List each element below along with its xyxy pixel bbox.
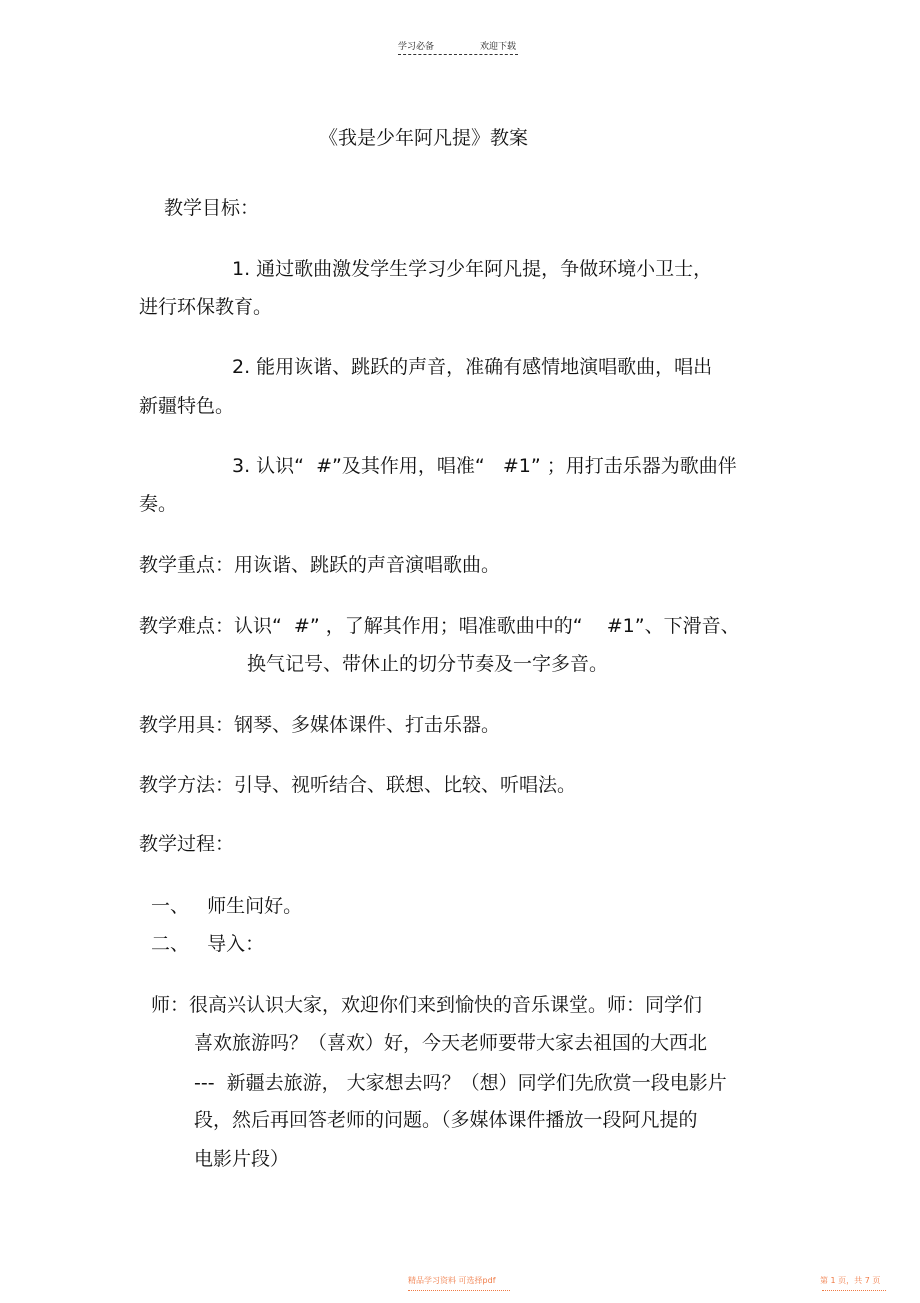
paragraph-line: --- 新疆去旅游， 大家想去吗？（想）同学们先欣赏一段电影片 (194, 1072, 727, 1094)
footer-left: 精品学习资料 可选择pdf (408, 1276, 496, 1285)
section-heading: 教学过程： (139, 833, 235, 855)
paragraph-line: 教学重点：用诙谐、跳跃的声音演唱歌曲。 (139, 554, 501, 576)
list-item: 二、 导入： (151, 933, 265, 955)
paragraph-line: 段，然后再回答老师的问题。（多媒体课件播放一段阿凡提的 (194, 1109, 698, 1131)
paragraph-line: 师：很高兴认识大家，欢迎你们来到愉快的音乐课堂。师：同学们 (151, 994, 703, 1016)
header-divider (398, 54, 518, 55)
document-title: 《我是少年阿凡提》教案 (319, 127, 529, 149)
paragraph-line: 电影片段） (194, 1148, 290, 1170)
footer-right-divider (822, 1290, 886, 1291)
paragraph-line: 教学用具：钢琴、多媒体课件、打击乐器。 (139, 714, 501, 736)
section-heading: 教学目标： (164, 197, 260, 219)
paragraph-line: 奏。 (139, 493, 178, 515)
header-left: 学习必备 (398, 42, 435, 52)
paragraph-line: 3. 认识“ #”及其作用，唱准“ #1” ；用打击乐器为歌曲伴 (232, 455, 737, 477)
paragraph-line: 教学难点：认识“ #” ，了解其作用；唱准歌曲中的“ #1”、下滑音、 (139, 615, 740, 637)
footer-page-number: 第 1 页，共 7 页 (820, 1276, 881, 1285)
header-right: 欢迎下载 (480, 42, 517, 52)
paragraph-line: 教学方法：引导、视听结合、联想、比较、听唱法。 (139, 774, 577, 796)
footer-left-divider (408, 1290, 510, 1291)
paragraph-line: 1. 通过歌曲激发学生学习少年阿凡提，争做环境小卫士， (232, 258, 713, 280)
list-item: 一、 师生问好。 (151, 895, 303, 917)
paragraph-line: 2. 能用诙谐、跳跃的声音，准确有感情地演唱歌曲，唱出 (232, 356, 713, 378)
paragraph-line: 新疆特色。 (139, 395, 235, 417)
paragraph-line: 换气记号、带休止的切分节奏及一字多音。 (247, 653, 609, 675)
paragraph-line: 喜欢旅游吗？（喜欢）好，今天老师要带大家去祖国的大西北 (194, 1032, 708, 1054)
paragraph-line: 进行环保教育。 (139, 296, 273, 318)
